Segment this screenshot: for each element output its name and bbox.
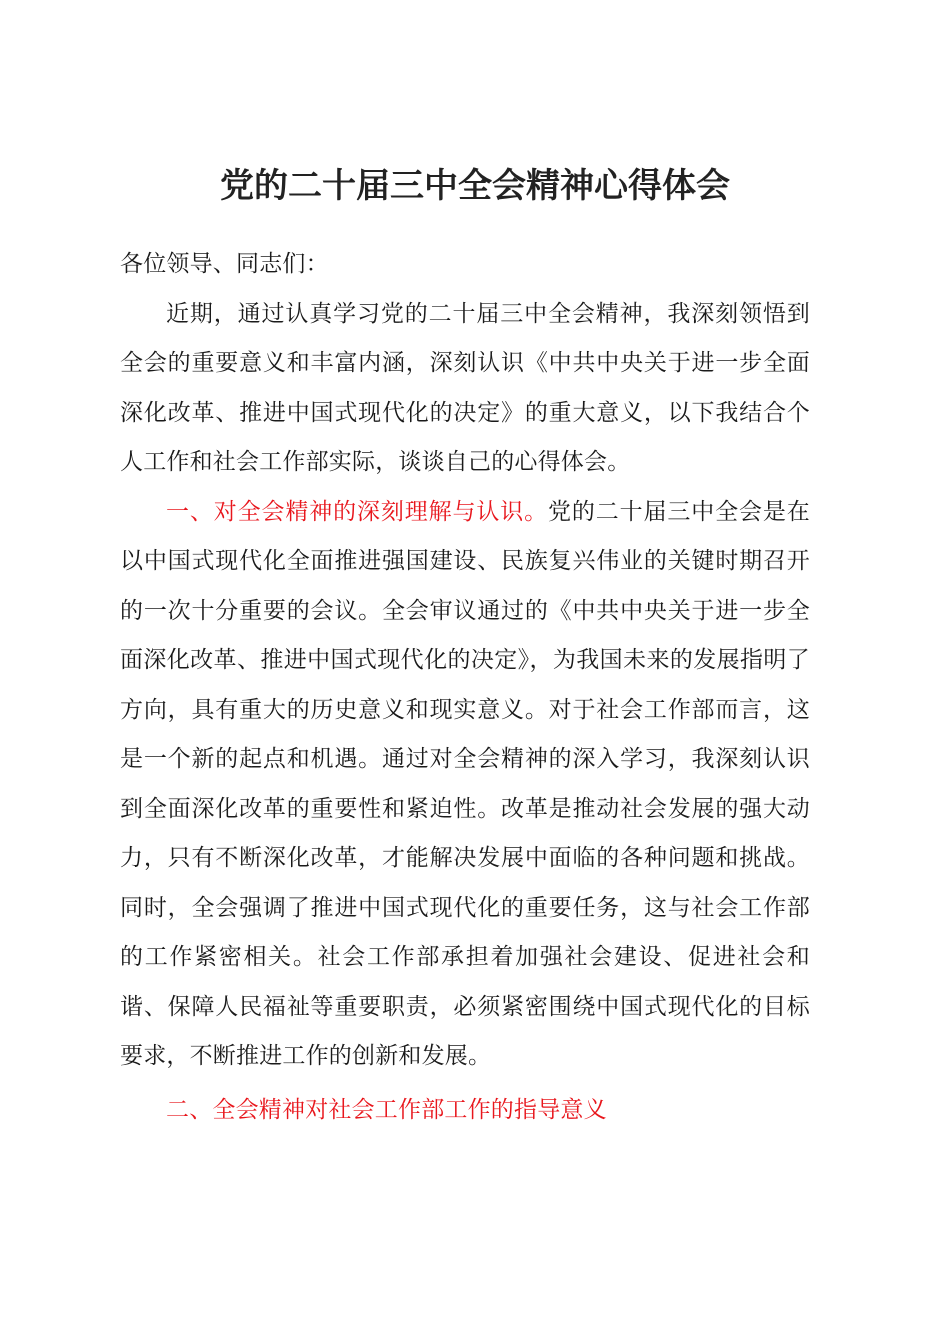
document-body [120,240,810,1135]
document-title: 党的二十届三中全会精神心得体会 [220,166,730,206]
section-1-text: 党的二十届三中全会是在以中国式现代化全面推进强国建设、民族复兴伟业的关键时期召开的一次十分重要的会议。全会审议通过的《中共中央关于进一步全面深化改革、推进中国式现代化的决定》，为我国未来的发展指明了方向，具有重大的历史意义和现实意义。对于社会工作部而言，这是一个新的起点和机遇。通过对全会精神的深入学习，我深刻认识到全面深化改革的重要性和紧迫性。改革是推动社会发展的强大动力，只有不断深化改革，才能解决发展中面临的各种问题和挑战。同时，全会强调了推进中国式现代化的重要任务，这与社会工作部的工作紧密相关。社会工作部承担着加强社会建设、促进社会和谐、保障人民福祉等重要职责，必须紧密围绕中国式现代化的目标要求，不断推进工作的创新和发展。 [120,498,810,1069]
salutation: 各位领导、同志们： [120,251,329,277]
section-2-heading: 二、全会精神对社会工作部工作的指导意义 [166,1096,607,1123]
section-1-heading: 一、对全会精神的深刻理解与认识。 [166,498,549,525]
section-1-paragraph [120,488,810,1082]
intro-paragraph: 近期，通过认真学习党的二十届三中全会精神，我深刻领悟到全会的重要意义和丰富内涵，深刻认识《中共中央关于进一步全面深化改革、推进中国式现代化的决定》的重大意义，以下我结合个人工作和社会工作部实际，谈谈自己的心得体会。 [120,300,810,475]
